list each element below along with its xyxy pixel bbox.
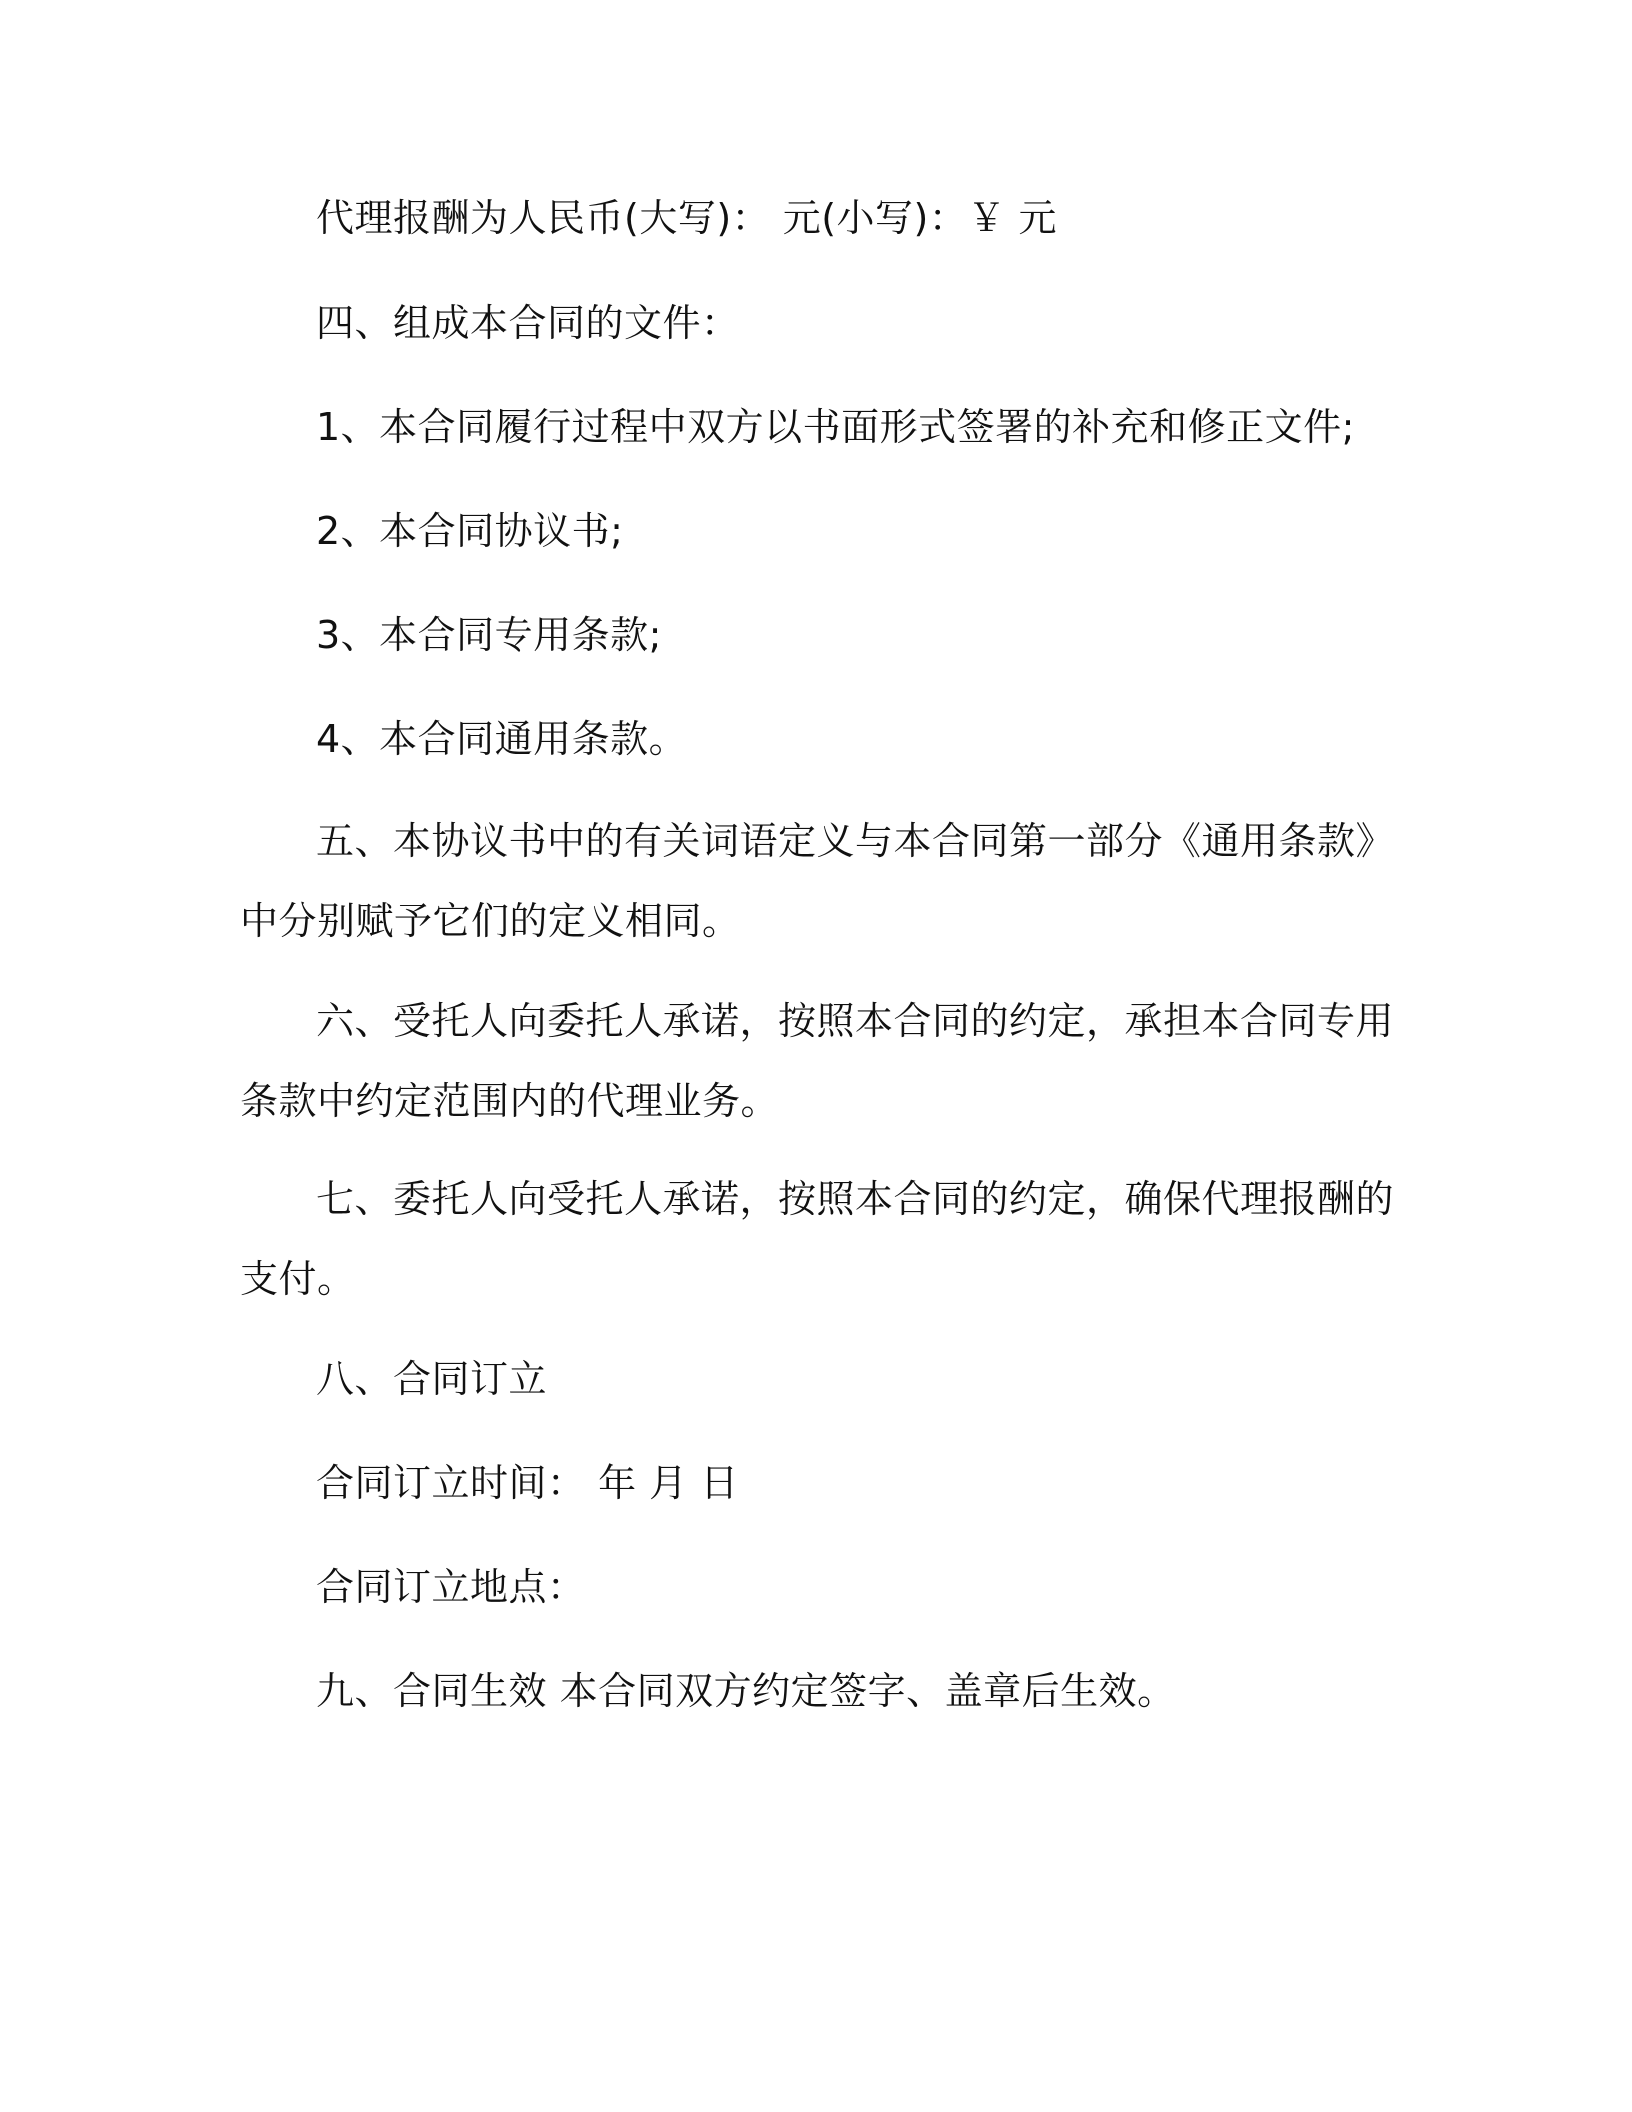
section-9: 九、合同生效 本合同双方约定签字、盖章后生效。 — [316, 1669, 1176, 1713]
section-4-item-3: 3、本合同专用条款; — [316, 613, 662, 657]
section-4-item-4: 4、本合同通用条款。 — [316, 717, 688, 761]
contract-signing-time: 合同订立时间： 年 月 日 — [316, 1461, 739, 1505]
section-7-line-2: 支付。 — [240, 1257, 356, 1301]
section-7-line-1: 七、委托人向受托人承诺，按照本合同的约定，确保代理报酬的 — [316, 1177, 1395, 1221]
section-8-heading: 八、合同订立 — [316, 1357, 548, 1401]
contract-signing-place: 合同订立地点： — [316, 1565, 586, 1609]
section-4-item-1: 1、本合同履行过程中双方以书面形式签署的补充和修正文件; — [316, 405, 1355, 449]
section-6-line-2: 条款中约定范围内的代理业务。 — [240, 1079, 780, 1123]
section-4-item-2: 2、本合同协议书; — [316, 509, 624, 553]
fee-line: 代理报酬为人民币(大写)： 元(小写)：￥ 元 — [316, 196, 1057, 240]
section-4-heading: 四、组成本合同的文件： — [316, 301, 740, 345]
section-5-line-2: 中分别赋予它们的定义相同。 — [240, 899, 741, 943]
section-5-line-1: 五、本协议书中的有关词语定义与本合同第一部分《通用条款》 — [316, 819, 1395, 863]
section-6-line-1: 六、受托人向委托人承诺，按照本合同的约定，承担本合同专用 — [316, 999, 1395, 1043]
